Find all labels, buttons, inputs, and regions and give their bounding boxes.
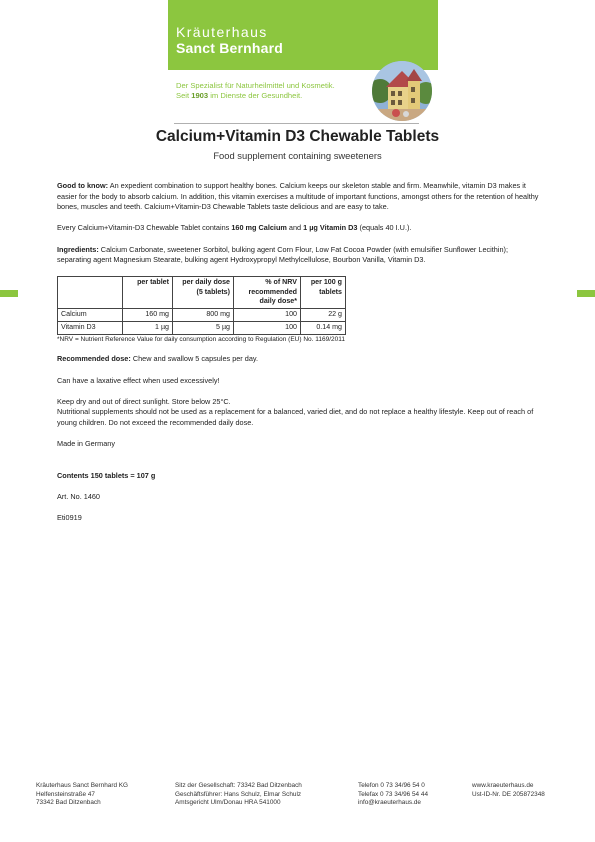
table-cell: 22 g	[301, 309, 346, 322]
supplement-warning: Nutritional supplements should not be used as a replacement for a balanced, varied diet, and do not replace a healthy lifestyle. Keep out of reach of young children. Do not exceed the recommended daily dose.	[57, 407, 534, 427]
table-row	[58, 321, 346, 334]
ingredients-paragraph: Ingredients: Calcium Carbonate, sweetener Sorbitol, bulking agent Corn Flour, Low Fat Cocoa Powder (with emulsifier Sunflower Lecithin); separating agent Magnesium Stearate, bulking agent Hydroxypropyl Methylcellulose, Bourbon Vanilla, Vitamin D3.	[57, 244, 508, 265]
tagline-line1: Der Spezialist für Naturheilmittel und Kosmetik.	[176, 81, 335, 90]
table-cell: 160 mg	[123, 309, 173, 322]
product-subtitle: Food supplement containing sweeteners	[213, 150, 382, 161]
house-photo	[372, 61, 432, 121]
brand-name-line1: Kräuterhaus	[176, 24, 268, 40]
brand-name-line2: Sanct Bernhard	[176, 40, 284, 56]
nutrition-table	[57, 276, 346, 335]
table-cell: Vitamin D3	[58, 321, 123, 334]
table-cell: 1 µg	[123, 321, 173, 334]
good-to-know-paragraph: Good to know: An expedient combination to support healthy bones. Calcium keeps our skeleton stable and firm. Meanwhile, vitamin D3 makes it easier for the body to absorb calcium. In addition, this vitamin exercises a multitude of important functions, amongst others for the retention of healthy bones, muscles and teeth. Calcium+Vitamin-D3 Chewable Tablets taste delicious and are easy to take.	[57, 181, 539, 212]
label-code: Eti0919	[57, 513, 82, 523]
footer-company: Kräuterhaus Sanct Bernhard KG Helfensteinstraße 47 73342 Bad Ditzenbach	[36, 782, 129, 807]
email-link[interactable]: info@kraeuterhaus.de	[358, 799, 421, 807]
brand-tagline	[176, 81, 335, 101]
footer-web: www.kraeuterhaus.de Ust-ID-Nr. DE 205872348	[472, 782, 545, 798]
table-header: per tablet	[123, 276, 173, 308]
table-cell: Calcium	[58, 309, 123, 322]
table-cell: 100	[234, 321, 301, 334]
footer-legal: Sitz der Gesellschaft: 73342 Bad Ditzenbach Geschäftsführer: Hans Schulz, Elmar Schulz Amtsgericht Ulm/Donau HRA 541000	[175, 782, 302, 807]
dose-paragraph: Recommended dose: Chew and swallow 5 capsules per day.	[57, 354, 259, 364]
storage-instructions: Keep dry and out of direct sunlight. Store below 25°C.	[57, 396, 231, 406]
table-cell: 100	[234, 309, 301, 322]
fold-mark-right	[577, 290, 595, 297]
tagline-line2: Seit 1903 im Dienste der Gesundheit.	[176, 91, 303, 100]
table-header: per daily dose (5 tablets)	[173, 276, 234, 308]
contents-text: Contents 150 tablets = 107 g	[57, 470, 156, 480]
article-number: Art. No. 1460	[57, 491, 100, 501]
table-header-row	[58, 276, 346, 308]
header-divider	[174, 123, 419, 124]
table-row	[58, 309, 346, 322]
table-cell: 800 mg	[173, 309, 234, 322]
laxative-warning: Can have a laxative effect when used excessively!	[57, 375, 220, 385]
table-header	[58, 276, 123, 308]
fold-mark-left	[0, 290, 18, 297]
product-description	[57, 181, 541, 524]
nrv-footnote: *NRV = Nutrient Reference Value for daily consumption according to Regulation (EU) No. 1169/2011	[57, 335, 346, 343]
contains-paragraph: Every Calcium+Vitamin-D3 Chewable Tablet contains 160 mg Calcium and 1 µg Vitamin D3 (equals 40 I.U.).	[57, 223, 412, 233]
table-header: % of NRV recommended daily dose*	[234, 276, 301, 308]
origin-text: Made in Germany	[57, 439, 115, 449]
website-link[interactable]: www.kraeuterhaus.de	[472, 782, 534, 789]
footer-contact: Telefon 0 73 34/96 54 0 Telefax 0 73 34/96 54 44 info@kraeuterhaus.de	[358, 782, 428, 807]
table-cell: 5 µg	[173, 321, 234, 334]
product-title: Calcium+Vitamin D3 Chewable Tablets	[155, 128, 440, 145]
brand-logo	[168, 0, 438, 70]
table-header: per 100 g tablets	[301, 276, 346, 308]
table-cell: 0.14 mg	[301, 321, 346, 334]
